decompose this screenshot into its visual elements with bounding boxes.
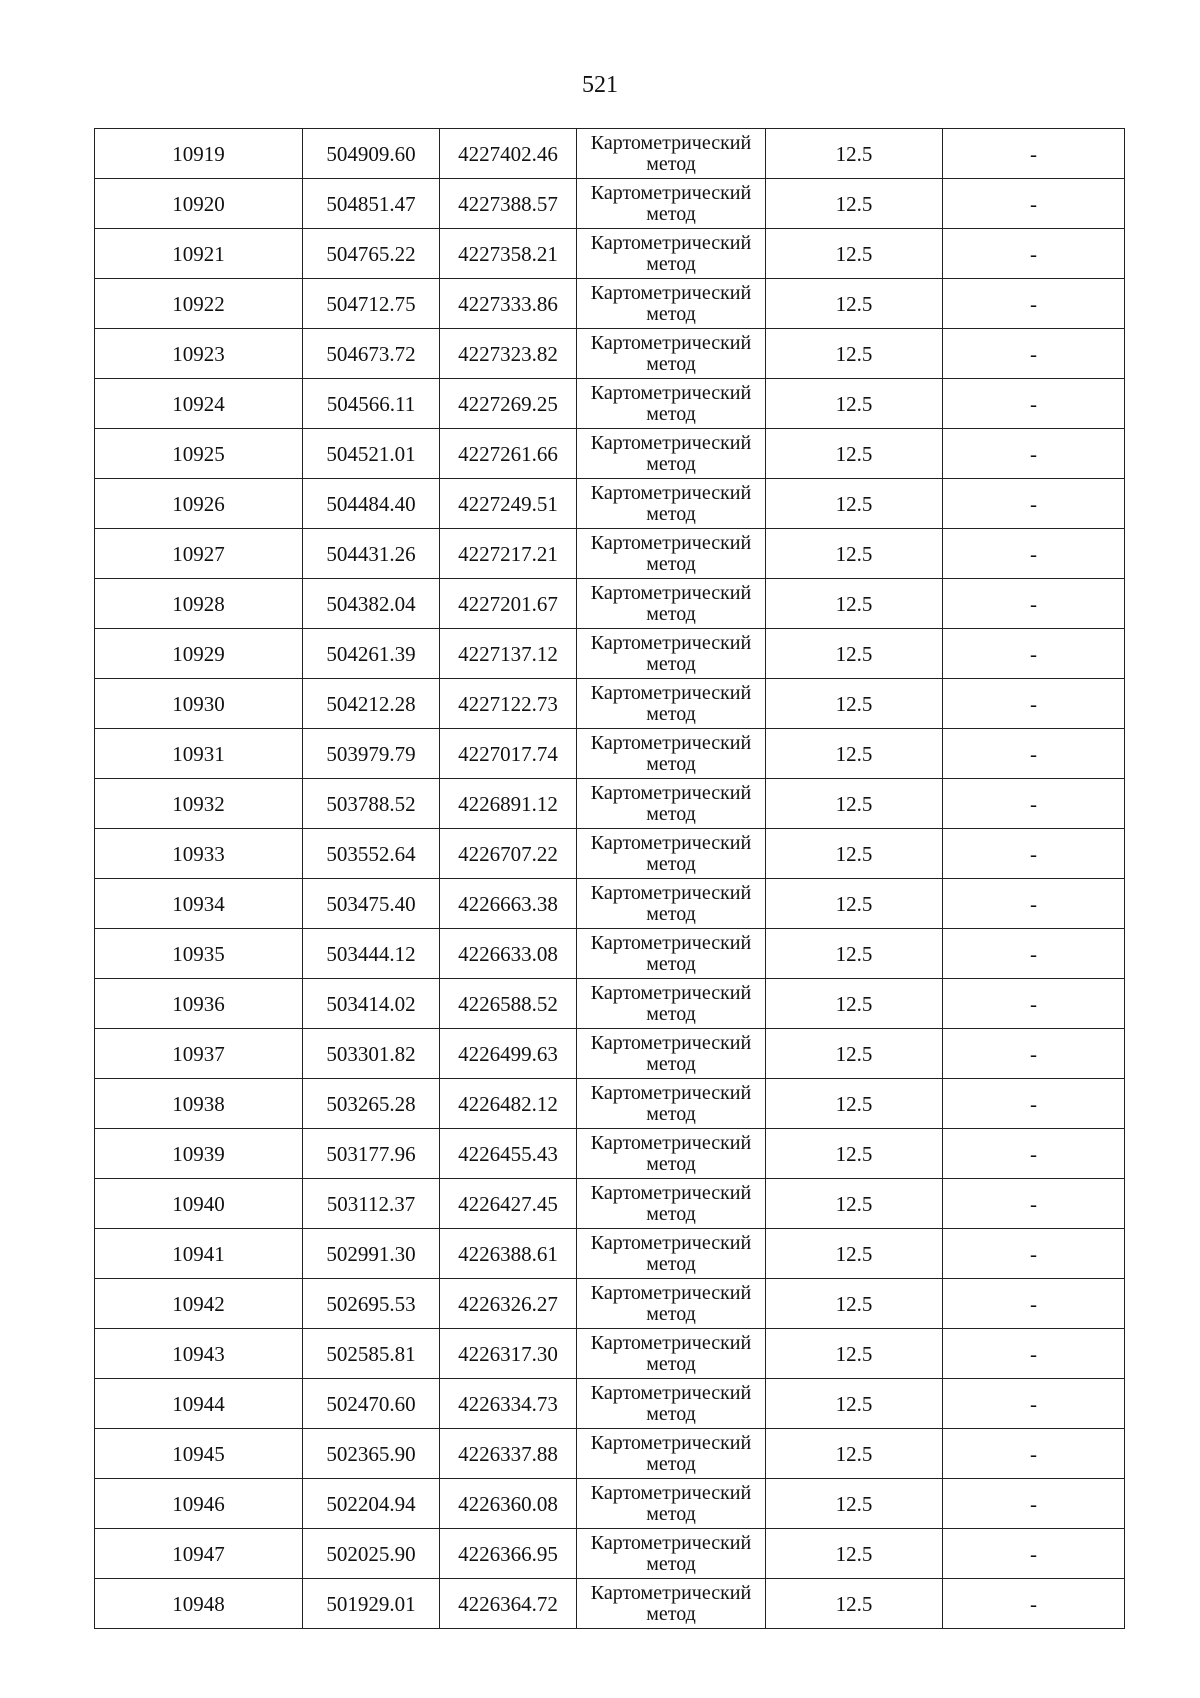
y-coordinate-cell: 4227402.46 bbox=[440, 129, 577, 179]
accuracy-cell: 12.5 bbox=[766, 629, 943, 679]
table-row bbox=[95, 1479, 1125, 1529]
method-text-line1: Картометрический bbox=[590, 881, 752, 904]
accuracy-cell: 12.5 bbox=[766, 879, 943, 929]
accuracy-cell: 12.5 bbox=[766, 1529, 943, 1579]
method-text-line1: Картометрический bbox=[590, 1131, 752, 1154]
method-text-line1: Картометрический bbox=[590, 1281, 752, 1304]
note-cell: - bbox=[943, 629, 1125, 679]
method-text-line2: метод bbox=[646, 552, 696, 575]
point-id-cell: 10928 bbox=[95, 579, 303, 629]
x-coordinate-cell: 504212.28 bbox=[303, 679, 440, 729]
y-coordinate-cell: 4227269.25 bbox=[440, 379, 577, 429]
method-cell bbox=[577, 1379, 766, 1429]
accuracy-cell: 12.5 bbox=[766, 1579, 943, 1629]
point-id-cell: 10921 bbox=[95, 229, 303, 279]
method-text-line2: метод bbox=[646, 702, 696, 725]
point-id-cell: 10926 bbox=[95, 479, 303, 529]
x-coordinate-cell: 502365.90 bbox=[303, 1429, 440, 1479]
point-id-cell: 10944 bbox=[95, 1379, 303, 1429]
note-cell: - bbox=[943, 1379, 1125, 1429]
x-coordinate-cell: 503444.12 bbox=[303, 929, 440, 979]
x-coordinate-cell: 504382.04 bbox=[303, 579, 440, 629]
x-coordinate-cell: 503788.52 bbox=[303, 779, 440, 829]
method-text-line2: метод bbox=[646, 1502, 696, 1525]
table-row bbox=[95, 1279, 1125, 1329]
y-coordinate-cell: 4226364.72 bbox=[440, 1579, 577, 1629]
x-coordinate-cell: 504521.01 bbox=[303, 429, 440, 479]
method-text-line1: Картометрический bbox=[590, 631, 752, 654]
accuracy-cell: 12.5 bbox=[766, 579, 943, 629]
method-text-line2: метод bbox=[646, 852, 696, 875]
method-text-line1: Картометрический bbox=[590, 831, 752, 854]
note-cell: - bbox=[943, 1029, 1125, 1079]
table-row bbox=[95, 1329, 1125, 1379]
y-coordinate-cell: 4226891.12 bbox=[440, 779, 577, 829]
table-row bbox=[95, 979, 1125, 1029]
accuracy-cell: 12.5 bbox=[766, 1229, 943, 1279]
note-cell: - bbox=[943, 229, 1125, 279]
x-coordinate-cell: 502025.90 bbox=[303, 1529, 440, 1579]
method-text-line2: метод bbox=[646, 902, 696, 925]
note-cell: - bbox=[943, 1279, 1125, 1329]
point-id-cell: 10927 bbox=[95, 529, 303, 579]
method-text-line2: метод bbox=[646, 802, 696, 825]
accuracy-cell: 12.5 bbox=[766, 329, 943, 379]
point-id-cell: 10945 bbox=[95, 1429, 303, 1479]
note-cell: - bbox=[943, 879, 1125, 929]
point-id-cell: 10933 bbox=[95, 829, 303, 879]
method-cell bbox=[577, 329, 766, 379]
method-text-line1: Картометрический bbox=[590, 981, 752, 1004]
point-id-cell: 10943 bbox=[95, 1329, 303, 1379]
x-coordinate-cell: 502991.30 bbox=[303, 1229, 440, 1279]
accuracy-cell: 12.5 bbox=[766, 229, 943, 279]
method-text-line2: метод bbox=[646, 752, 696, 775]
point-id-cell: 10939 bbox=[95, 1129, 303, 1179]
method-text-line2: метод bbox=[646, 1302, 696, 1325]
method-text-line1: Картометрический bbox=[590, 581, 752, 604]
method-cell bbox=[577, 579, 766, 629]
point-id-cell: 10936 bbox=[95, 979, 303, 1029]
method-text-line1: Картометрический bbox=[590, 931, 752, 954]
table-row bbox=[95, 829, 1125, 879]
method-text-line2: метод bbox=[646, 252, 696, 275]
note-cell: - bbox=[943, 1329, 1125, 1379]
point-id-cell: 10941 bbox=[95, 1229, 303, 1279]
method-cell bbox=[577, 179, 766, 229]
method-text-line1: Картометрический bbox=[590, 1581, 752, 1604]
note-cell: - bbox=[943, 1479, 1125, 1529]
method-text-line2: метод bbox=[646, 1552, 696, 1575]
method-cell bbox=[577, 129, 766, 179]
y-coordinate-cell: 4226663.38 bbox=[440, 879, 577, 929]
method-cell bbox=[577, 629, 766, 679]
accuracy-cell: 12.5 bbox=[766, 1279, 943, 1329]
method-text-line2: метод bbox=[646, 402, 696, 425]
accuracy-cell: 12.5 bbox=[766, 1079, 943, 1129]
coordinates-table-body bbox=[95, 129, 1125, 1629]
method-text-line1: Картометрический bbox=[590, 381, 752, 404]
note-cell: - bbox=[943, 129, 1125, 179]
y-coordinate-cell: 4226707.22 bbox=[440, 829, 577, 879]
y-coordinate-cell: 4227388.57 bbox=[440, 179, 577, 229]
method-text-line1: Картометрический bbox=[590, 131, 752, 154]
note-cell: - bbox=[943, 1229, 1125, 1279]
point-id-cell: 10931 bbox=[95, 729, 303, 779]
table-row bbox=[95, 1079, 1125, 1129]
method-cell bbox=[577, 1229, 766, 1279]
method-text-line2: метод bbox=[646, 202, 696, 225]
table-row bbox=[95, 529, 1125, 579]
x-coordinate-cell: 502470.60 bbox=[303, 1379, 440, 1429]
accuracy-cell: 12.5 bbox=[766, 1479, 943, 1529]
y-coordinate-cell: 4227017.74 bbox=[440, 729, 577, 779]
table-row bbox=[95, 679, 1125, 729]
method-text-line2: метод bbox=[646, 152, 696, 175]
accuracy-cell: 12.5 bbox=[766, 1429, 943, 1479]
method-text-line2: метод bbox=[646, 1602, 696, 1625]
accuracy-cell: 12.5 bbox=[766, 979, 943, 1029]
method-cell bbox=[577, 729, 766, 779]
note-cell: - bbox=[943, 579, 1125, 629]
method-text-line2: метод bbox=[646, 1352, 696, 1375]
point-id-cell: 10925 bbox=[95, 429, 303, 479]
table-row bbox=[95, 1229, 1125, 1279]
table-row bbox=[95, 1429, 1125, 1479]
point-id-cell: 10919 bbox=[95, 129, 303, 179]
table-row bbox=[95, 1179, 1125, 1229]
x-coordinate-cell: 503112.37 bbox=[303, 1179, 440, 1229]
y-coordinate-cell: 4226588.52 bbox=[440, 979, 577, 1029]
method-text-line2: метод bbox=[646, 1002, 696, 1025]
method-text-line2: метод bbox=[646, 952, 696, 975]
method-text-line2: метод bbox=[646, 1452, 696, 1475]
y-coordinate-cell: 4226326.27 bbox=[440, 1279, 577, 1329]
method-cell bbox=[577, 529, 766, 579]
x-coordinate-cell: 502585.81 bbox=[303, 1329, 440, 1379]
note-cell: - bbox=[943, 1579, 1125, 1629]
point-id-cell: 10924 bbox=[95, 379, 303, 429]
method-text-line1: Картометрический bbox=[590, 1381, 752, 1404]
method-text-line1: Картометрический bbox=[590, 331, 752, 354]
method-cell bbox=[577, 879, 766, 929]
x-coordinate-cell: 502695.53 bbox=[303, 1279, 440, 1329]
note-cell: - bbox=[943, 379, 1125, 429]
method-cell bbox=[577, 429, 766, 479]
x-coordinate-cell: 503177.96 bbox=[303, 1129, 440, 1179]
x-coordinate-cell: 503475.40 bbox=[303, 879, 440, 929]
point-id-cell: 10940 bbox=[95, 1179, 303, 1229]
method-cell bbox=[577, 1429, 766, 1479]
y-coordinate-cell: 4227122.73 bbox=[440, 679, 577, 729]
x-coordinate-cell: 503301.82 bbox=[303, 1029, 440, 1079]
method-text-line1: Картометрический bbox=[590, 1231, 752, 1254]
accuracy-cell: 12.5 bbox=[766, 1129, 943, 1179]
y-coordinate-cell: 4226427.45 bbox=[440, 1179, 577, 1229]
accuracy-cell: 12.5 bbox=[766, 179, 943, 229]
y-coordinate-cell: 4226455.43 bbox=[440, 1129, 577, 1179]
y-coordinate-cell: 4226366.95 bbox=[440, 1529, 577, 1579]
accuracy-cell: 12.5 bbox=[766, 429, 943, 479]
point-id-cell: 10937 bbox=[95, 1029, 303, 1079]
x-coordinate-cell: 504851.47 bbox=[303, 179, 440, 229]
table-row bbox=[95, 1379, 1125, 1429]
point-id-cell: 10934 bbox=[95, 879, 303, 929]
note-cell: - bbox=[943, 729, 1125, 779]
method-text-line2: метод bbox=[646, 1202, 696, 1225]
table-row bbox=[95, 929, 1125, 979]
x-coordinate-cell: 504431.26 bbox=[303, 529, 440, 579]
y-coordinate-cell: 4226633.08 bbox=[440, 929, 577, 979]
x-coordinate-cell: 502204.94 bbox=[303, 1479, 440, 1529]
note-cell: - bbox=[943, 929, 1125, 979]
method-cell bbox=[577, 929, 766, 979]
x-coordinate-cell: 503414.02 bbox=[303, 979, 440, 1029]
method-text-line1: Картометрический bbox=[590, 681, 752, 704]
x-coordinate-cell: 501929.01 bbox=[303, 1579, 440, 1629]
accuracy-cell: 12.5 bbox=[766, 479, 943, 529]
method-text-line1: Картометрический bbox=[590, 531, 752, 554]
x-coordinate-cell: 504909.60 bbox=[303, 129, 440, 179]
method-text-line1: Картометрический bbox=[590, 1481, 752, 1504]
x-coordinate-cell: 504484.40 bbox=[303, 479, 440, 529]
accuracy-cell: 12.5 bbox=[766, 829, 943, 879]
y-coordinate-cell: 4226334.73 bbox=[440, 1379, 577, 1429]
x-coordinate-cell: 503265.28 bbox=[303, 1079, 440, 1129]
y-coordinate-cell: 4227261.66 bbox=[440, 429, 577, 479]
method-text-line2: метод bbox=[646, 602, 696, 625]
method-text-line1: Картометрический bbox=[590, 1181, 752, 1204]
method-text-line1: Картометрический bbox=[590, 281, 752, 304]
method-cell bbox=[577, 479, 766, 529]
accuracy-cell: 12.5 bbox=[766, 529, 943, 579]
table-row bbox=[95, 629, 1125, 679]
y-coordinate-cell: 4227333.86 bbox=[440, 279, 577, 329]
method-text-line2: метод bbox=[646, 1402, 696, 1425]
accuracy-cell: 12.5 bbox=[766, 1029, 943, 1079]
table-row bbox=[95, 779, 1125, 829]
x-coordinate-cell: 504765.22 bbox=[303, 229, 440, 279]
note-cell: - bbox=[943, 529, 1125, 579]
accuracy-cell: 12.5 bbox=[766, 1329, 943, 1379]
method-cell bbox=[577, 1529, 766, 1579]
table-row bbox=[95, 279, 1125, 329]
method-cell bbox=[577, 1029, 766, 1079]
table-row bbox=[95, 429, 1125, 479]
y-coordinate-cell: 4227323.82 bbox=[440, 329, 577, 379]
table-row bbox=[95, 1029, 1125, 1079]
y-coordinate-cell: 4227358.21 bbox=[440, 229, 577, 279]
y-coordinate-cell: 4226337.88 bbox=[440, 1429, 577, 1479]
method-cell bbox=[577, 1079, 766, 1129]
point-id-cell: 10932 bbox=[95, 779, 303, 829]
coordinates-table bbox=[94, 128, 1125, 1629]
note-cell: - bbox=[943, 779, 1125, 829]
x-coordinate-cell: 503979.79 bbox=[303, 729, 440, 779]
x-coordinate-cell: 504261.39 bbox=[303, 629, 440, 679]
point-id-cell: 10942 bbox=[95, 1279, 303, 1329]
method-cell bbox=[577, 1479, 766, 1529]
point-id-cell: 10920 bbox=[95, 179, 303, 229]
method-cell bbox=[577, 1179, 766, 1229]
method-cell bbox=[577, 829, 766, 879]
y-coordinate-cell: 4226388.61 bbox=[440, 1229, 577, 1279]
accuracy-cell: 12.5 bbox=[766, 779, 943, 829]
method-text-line2: метод bbox=[646, 1252, 696, 1275]
table-row bbox=[95, 479, 1125, 529]
note-cell: - bbox=[943, 329, 1125, 379]
method-text-line1: Картометрический bbox=[590, 1431, 752, 1454]
method-text-line1: Картометрический bbox=[590, 181, 752, 204]
method-text-line2: метод bbox=[646, 452, 696, 475]
y-coordinate-cell: 4226360.08 bbox=[440, 1479, 577, 1529]
method-text-line1: Картометрический bbox=[590, 481, 752, 504]
table-row bbox=[95, 179, 1125, 229]
y-coordinate-cell: 4226499.63 bbox=[440, 1029, 577, 1079]
accuracy-cell: 12.5 bbox=[766, 379, 943, 429]
note-cell: - bbox=[943, 829, 1125, 879]
note-cell: - bbox=[943, 1179, 1125, 1229]
method-cell bbox=[577, 229, 766, 279]
table-row bbox=[95, 379, 1125, 429]
method-cell bbox=[577, 1329, 766, 1379]
point-id-cell: 10938 bbox=[95, 1079, 303, 1129]
note-cell: - bbox=[943, 479, 1125, 529]
note-cell: - bbox=[943, 1429, 1125, 1479]
method-text-line2: метод bbox=[646, 1102, 696, 1125]
accuracy-cell: 12.5 bbox=[766, 729, 943, 779]
y-coordinate-cell: 4226317.30 bbox=[440, 1329, 577, 1379]
note-cell: - bbox=[943, 679, 1125, 729]
method-text-line1: Картометрический bbox=[590, 431, 752, 454]
table-row bbox=[95, 879, 1125, 929]
method-text-line2: метод bbox=[646, 352, 696, 375]
method-text-line1: Картометрический bbox=[590, 1081, 752, 1104]
x-coordinate-cell: 504566.11 bbox=[303, 379, 440, 429]
note-cell: - bbox=[943, 279, 1125, 329]
method-text-line1: Картометрический bbox=[590, 731, 752, 754]
table-row bbox=[95, 579, 1125, 629]
accuracy-cell: 12.5 bbox=[766, 1379, 943, 1429]
point-id-cell: 10946 bbox=[95, 1479, 303, 1529]
accuracy-cell: 12.5 bbox=[766, 929, 943, 979]
table-row bbox=[95, 1579, 1125, 1629]
point-id-cell: 10922 bbox=[95, 279, 303, 329]
x-coordinate-cell: 504673.72 bbox=[303, 329, 440, 379]
method-cell bbox=[577, 379, 766, 429]
table-row bbox=[95, 129, 1125, 179]
point-id-cell: 10935 bbox=[95, 929, 303, 979]
method-text-line1: Картометрический bbox=[590, 781, 752, 804]
method-text-line1: Картометрический bbox=[590, 231, 752, 254]
x-coordinate-cell: 503552.64 bbox=[303, 829, 440, 879]
note-cell: - bbox=[943, 1129, 1125, 1179]
note-cell: - bbox=[943, 1529, 1125, 1579]
note-cell: - bbox=[943, 979, 1125, 1029]
accuracy-cell: 12.5 bbox=[766, 679, 943, 729]
method-text-line1: Картометрический bbox=[590, 1331, 752, 1354]
page-number: 521 bbox=[582, 72, 618, 98]
table-row bbox=[95, 1129, 1125, 1179]
point-id-cell: 10948 bbox=[95, 1579, 303, 1629]
method-cell bbox=[577, 1279, 766, 1329]
accuracy-cell: 12.5 bbox=[766, 129, 943, 179]
table-row bbox=[95, 329, 1125, 379]
point-id-cell: 10929 bbox=[95, 629, 303, 679]
y-coordinate-cell: 4227201.67 bbox=[440, 579, 577, 629]
point-id-cell: 10947 bbox=[95, 1529, 303, 1579]
accuracy-cell: 12.5 bbox=[766, 279, 943, 329]
note-cell: - bbox=[943, 429, 1125, 479]
method-text-line1: Картометрический bbox=[590, 1531, 752, 1554]
method-cell bbox=[577, 1579, 766, 1629]
method-cell bbox=[577, 979, 766, 1029]
method-text-line1: Картометрический bbox=[590, 1031, 752, 1054]
method-text-line2: метод bbox=[646, 302, 696, 325]
table-row bbox=[95, 729, 1125, 779]
x-coordinate-cell: 504712.75 bbox=[303, 279, 440, 329]
point-id-cell: 10930 bbox=[95, 679, 303, 729]
note-cell: - bbox=[943, 1079, 1125, 1129]
method-text-line2: метод bbox=[646, 502, 696, 525]
method-text-line2: метод bbox=[646, 652, 696, 675]
table-row bbox=[95, 1529, 1125, 1579]
method-text-line2: метод bbox=[646, 1052, 696, 1075]
y-coordinate-cell: 4227137.12 bbox=[440, 629, 577, 679]
method-cell bbox=[577, 679, 766, 729]
method-text-line2: метод bbox=[646, 1152, 696, 1175]
y-coordinate-cell: 4226482.12 bbox=[440, 1079, 577, 1129]
method-cell bbox=[577, 279, 766, 329]
method-cell bbox=[577, 1129, 766, 1179]
note-cell: - bbox=[943, 179, 1125, 229]
point-id-cell: 10923 bbox=[95, 329, 303, 379]
table-row bbox=[95, 229, 1125, 279]
method-cell bbox=[577, 779, 766, 829]
accuracy-cell: 12.5 bbox=[766, 1179, 943, 1229]
y-coordinate-cell: 4227217.21 bbox=[440, 529, 577, 579]
y-coordinate-cell: 4227249.51 bbox=[440, 479, 577, 529]
